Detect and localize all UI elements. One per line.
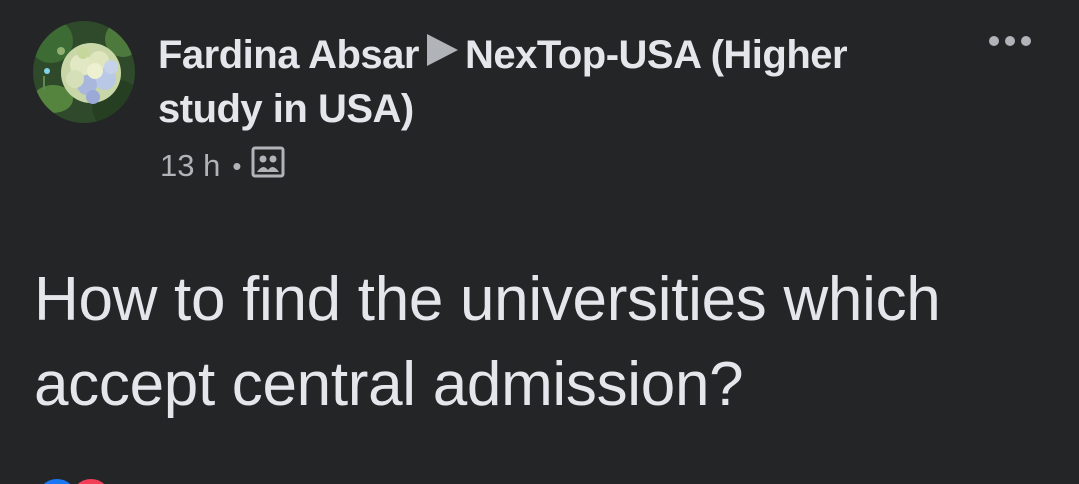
meta-separator: • xyxy=(232,150,242,181)
timestamp-link[interactable]: 13 h xyxy=(160,148,221,183)
group-members-icon[interactable] xyxy=(251,146,285,186)
post-body-text: How to find the universities which accept central admission? xyxy=(34,265,941,419)
love-icon xyxy=(68,476,114,484)
author-line xyxy=(158,28,958,136)
play-arrow-icon xyxy=(425,27,459,81)
group-name-link[interactable]: NexTop-USA (Higher study in USA) xyxy=(158,33,848,131)
more-options-icon xyxy=(986,34,1034,48)
more-options-button[interactable] xyxy=(980,26,1040,56)
author-avatar[interactable] xyxy=(33,21,135,123)
reaction-summary[interactable] xyxy=(34,476,154,484)
post-meta xyxy=(160,146,285,186)
author-name-link[interactable]: Fardina Absar xyxy=(158,33,419,77)
avatar-flower-image xyxy=(33,21,135,123)
post-header xyxy=(158,28,958,136)
